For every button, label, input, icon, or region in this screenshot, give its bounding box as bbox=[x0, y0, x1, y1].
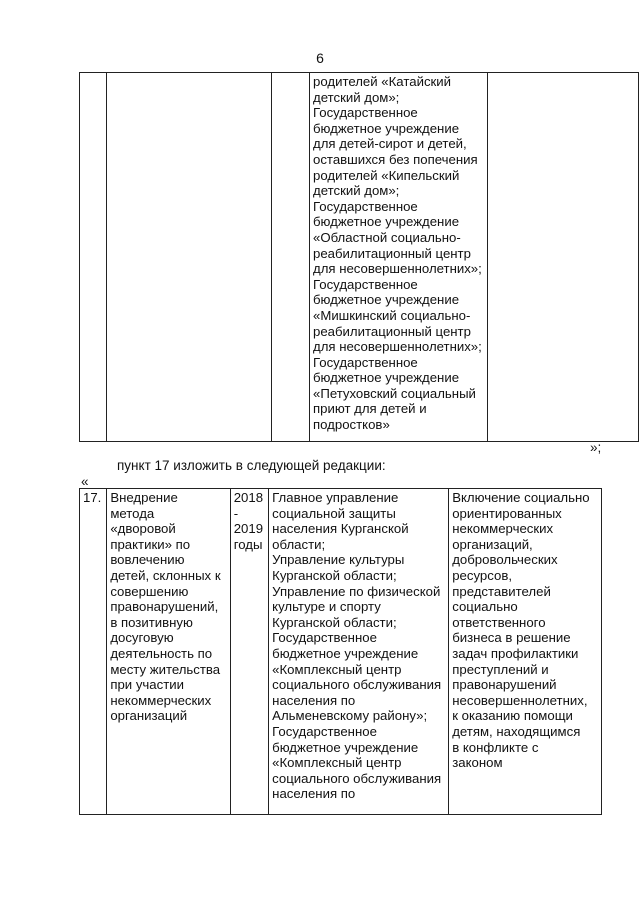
cell-number bbox=[80, 489, 107, 815]
result-text: Включение социально ориентированных некоммерческих организаций, добровольческих ресурсов, представителей социально ответственного бизнеса в решение задач профилактики преступлений и правонарушений несовершеннолетних, к оказанию помощи детям, находящимся в конфликте с законом bbox=[452, 490, 590, 771]
table-row bbox=[80, 489, 602, 815]
cell-result bbox=[449, 489, 602, 815]
page-number: 6 bbox=[316, 50, 324, 66]
item-number: 17. bbox=[83, 490, 102, 505]
period-text: 2018 - 2019 годы bbox=[233, 490, 264, 552]
cell-period bbox=[272, 73, 310, 442]
cell-measure bbox=[107, 489, 230, 815]
executors-text: родителей «Катайский детский дом»; Государственное бюджетное учреждение для детей-сирот и детей, оставшихся без попечения родителей «Кипельский детский дом»; Государственное бюджетное учреждение «Областной социально- реабилитационный центр для несовершеннолетних»; Государственное бюджетное учреждение «Мишкинский социально- реабилитационный центр для несовершеннолетних»; Государственное бюджетное учреждение «Петуховский социальный приют для детей и подростков» bbox=[313, 74, 482, 433]
opening-quote: « bbox=[81, 474, 89, 489]
cell-measure bbox=[107, 73, 272, 442]
cell-executors bbox=[310, 73, 488, 442]
measure-text: Внедрение метода «дворовой практики» по вовлечению детей, склонных к совершению правонарушений, в позитивную досуговую деятельность по месту жительства при участии некоммерческих организаций bbox=[110, 490, 221, 724]
cell-executors bbox=[269, 489, 449, 815]
continuation-table bbox=[79, 72, 639, 442]
item-17-table bbox=[79, 488, 602, 815]
cell-number bbox=[80, 73, 107, 442]
table-row bbox=[80, 73, 639, 442]
executors-text: Главное управление социальной защиты населения Курганской области; Управление культуры Курганской области; Управление по физической культуре и спорту Курганской области; Государственное бюджетное учреждение «Комплексный центр социального обслуживания населения по Альменевскому району»; Государственное бюджетное учреждение «Комплексный центр социального обслуживания населения по bbox=[272, 490, 442, 802]
cell-result bbox=[488, 73, 639, 442]
cell-period bbox=[230, 489, 268, 815]
closing-quote: »; bbox=[590, 440, 602, 455]
instruction-text: пункт 17 изложить в следующей редакции: bbox=[117, 458, 386, 473]
